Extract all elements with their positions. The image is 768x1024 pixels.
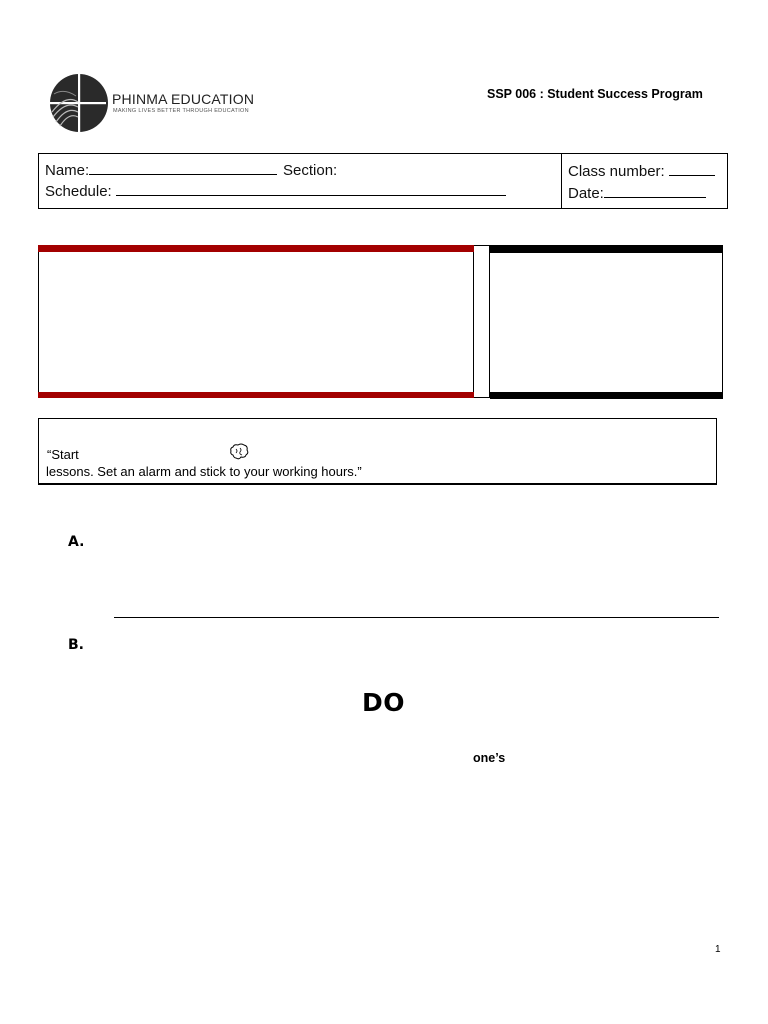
left-panel	[38, 245, 474, 398]
date-field[interactable]	[568, 185, 706, 202]
class-number-label: Class number:	[568, 163, 665, 180]
brain-icon	[229, 443, 249, 461]
class-number-field[interactable]	[568, 163, 715, 180]
phinma-logo-icon	[48, 72, 108, 134]
red-bar-bottom	[38, 392, 474, 398]
date-label: Date:	[568, 185, 604, 202]
section-label: Section:	[283, 162, 338, 179]
do-heading: DO	[362, 688, 406, 717]
page-number: 1	[715, 944, 721, 955]
quote-line-1: “Start	[47, 447, 79, 462]
red-bar-top	[38, 245, 474, 252]
name-blank[interactable]	[89, 162, 277, 175]
class-number-blank[interactable]	[669, 163, 715, 176]
name-label: Name:	[45, 162, 90, 179]
schedule-label: Schedule:	[45, 183, 112, 200]
logo-tagline: MAKING LIVES BETTER THROUGH EDUCATION	[113, 108, 249, 114]
course-title: SSP 006 : Student Success Program	[487, 87, 703, 101]
date-blank[interactable]	[604, 185, 706, 198]
black-bar-top	[490, 245, 723, 253]
ones-text: one’s	[473, 751, 506, 765]
panel-gap	[474, 245, 490, 398]
name-field[interactable]	[45, 162, 277, 179]
logo-name: PHINMA EDUCATION	[112, 91, 255, 107]
info-divider	[561, 153, 562, 209]
quote-line-2: lessons. Set an alarm and stick to your working hours.”	[46, 464, 362, 479]
black-bar-bottom	[490, 392, 723, 399]
panel-gap-top-edge	[474, 245, 490, 246]
section-b-label: B.	[68, 637, 84, 653]
panel-gap-bottom-edge	[474, 397, 490, 398]
schedule-field[interactable]	[45, 183, 506, 200]
schedule-blank[interactable]	[116, 183, 506, 196]
right-panel	[490, 245, 723, 398]
section-a-answer-line[interactable]	[114, 617, 719, 618]
section-a-label: A.	[68, 534, 85, 550]
